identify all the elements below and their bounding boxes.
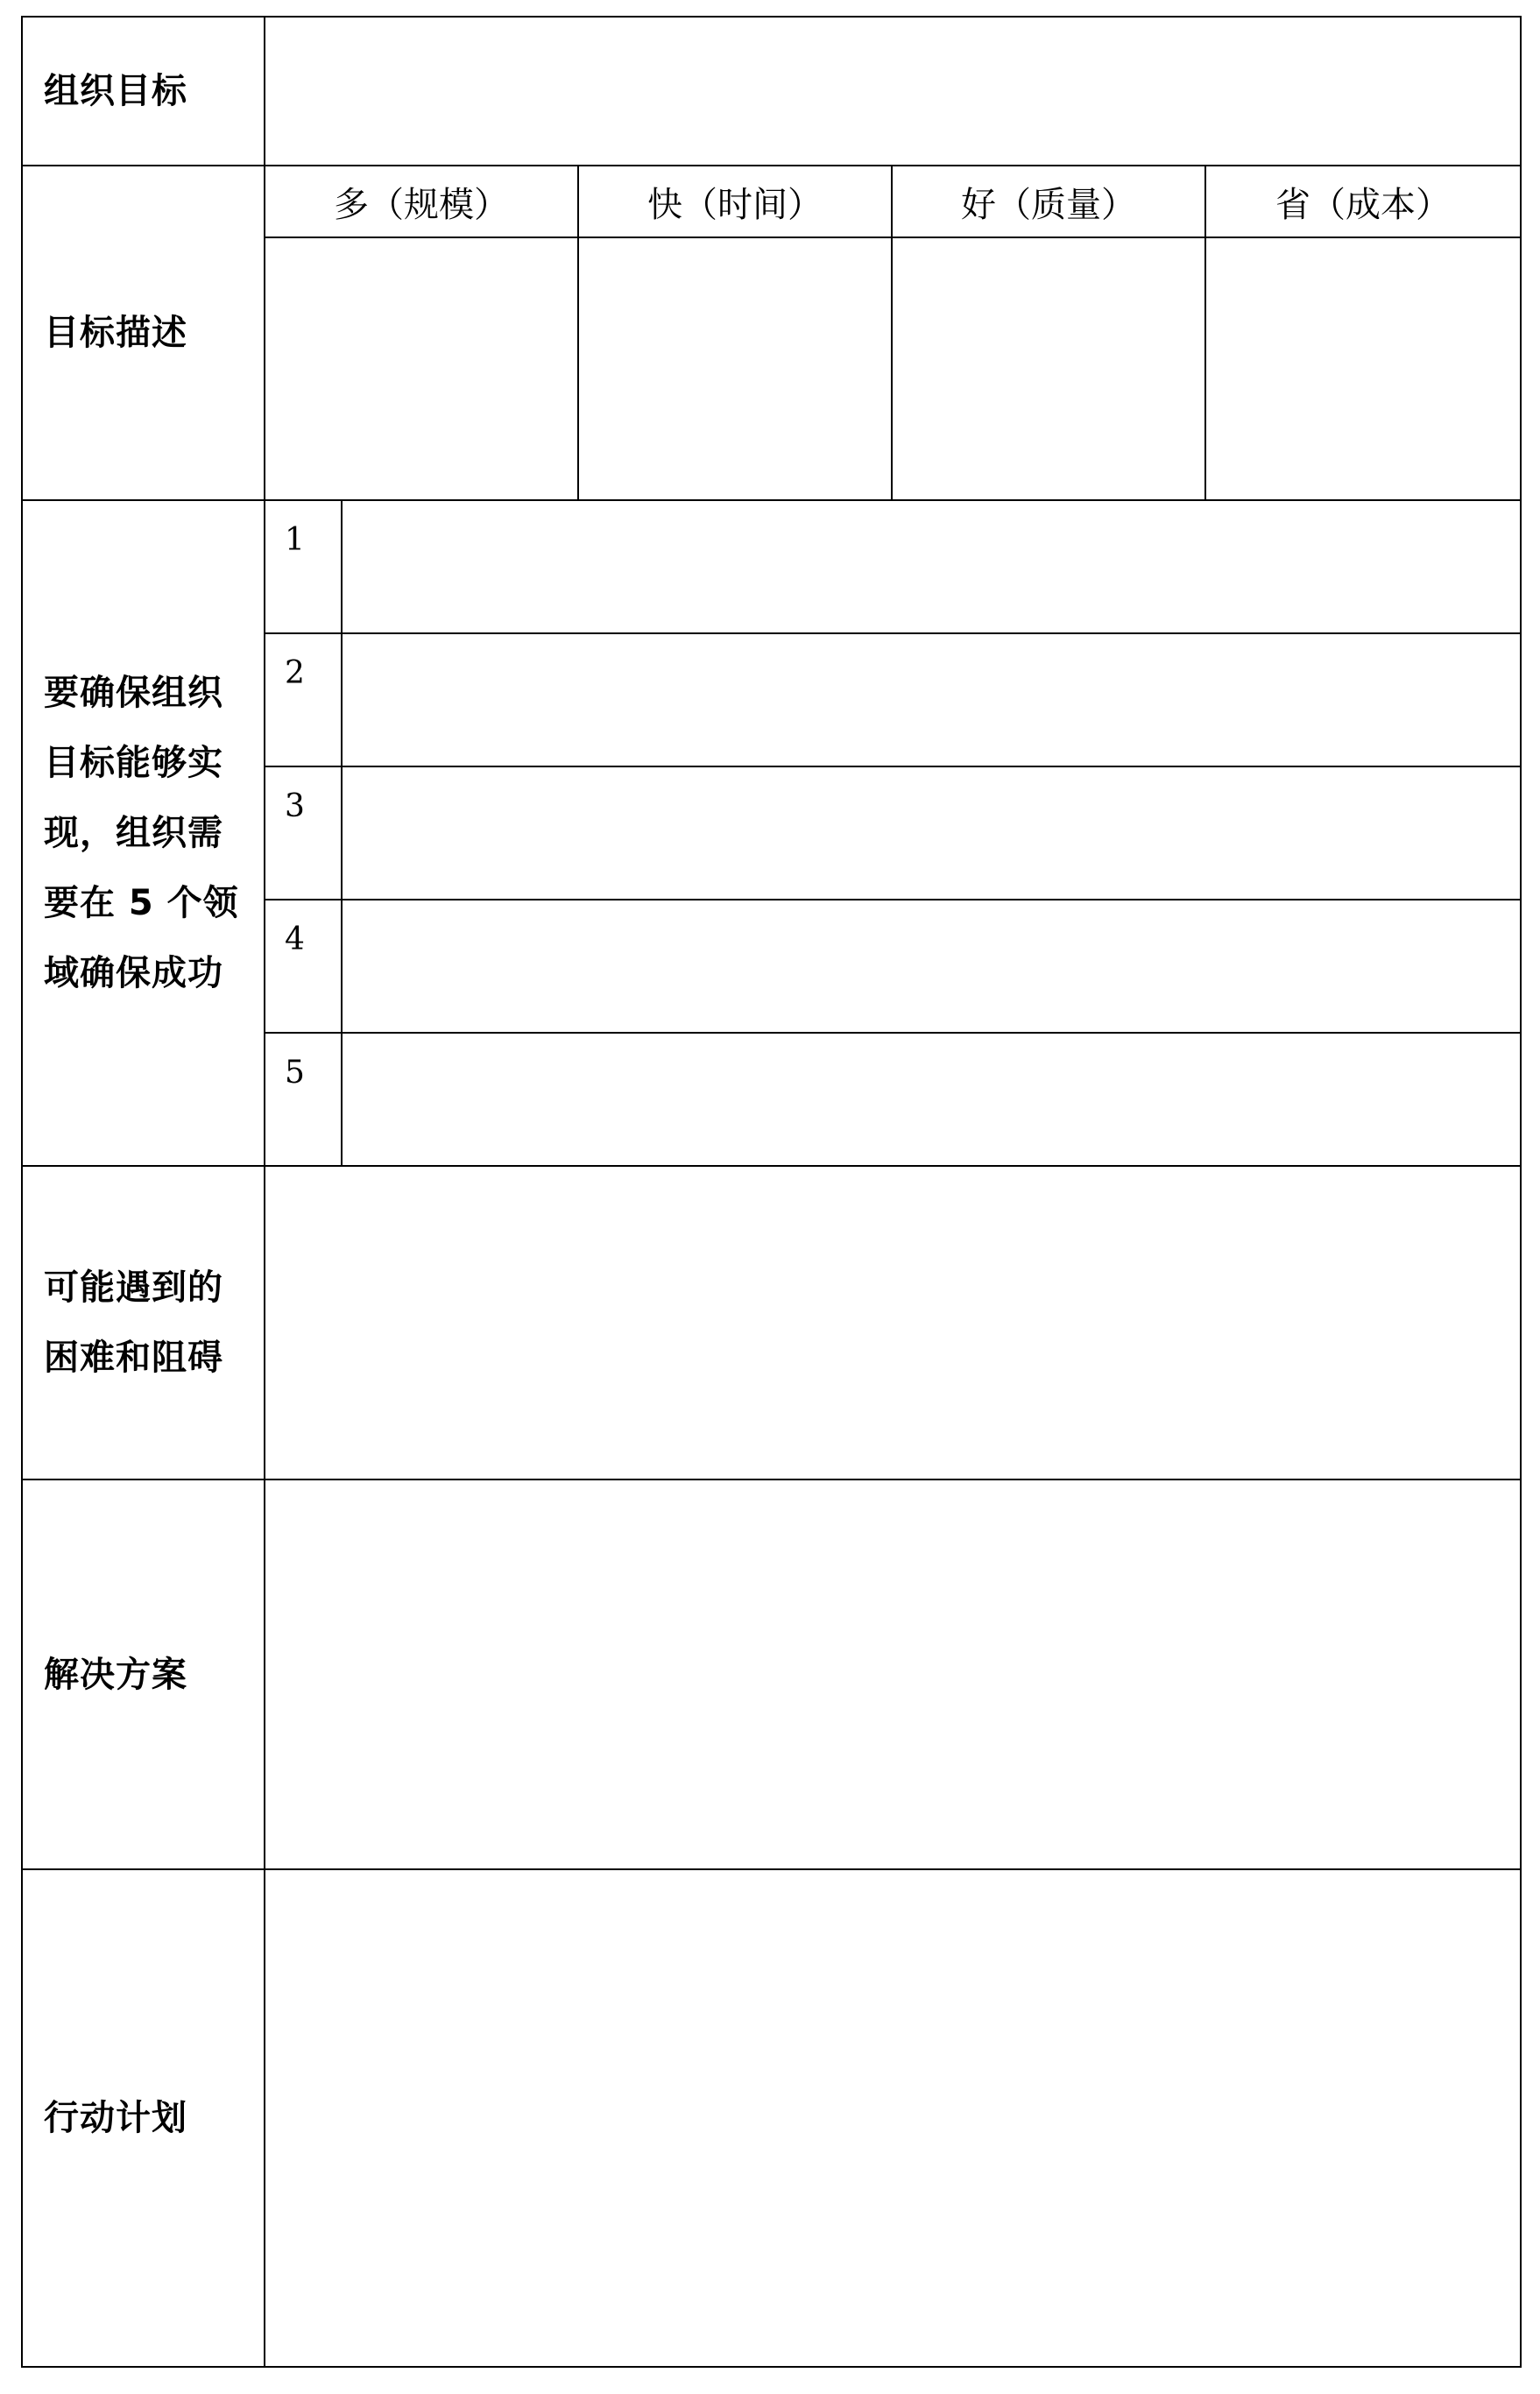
solutions-row	[22, 1479, 1521, 1869]
goal-planning-form	[21, 16, 1522, 2368]
org-goal-row	[22, 17, 1521, 166]
quality-input-cell[interactable]	[892, 237, 1205, 500]
obstacles-input-cell[interactable]	[265, 1166, 1521, 1479]
success-area-number: 1	[265, 500, 342, 633]
solutions-input-cell[interactable]	[265, 1479, 1521, 1869]
success-area-input-cell[interactable]	[342, 633, 1521, 766]
obstacles-row	[22, 1166, 1521, 1479]
success-areas-label: 要确保组织目标能够实现，组织需要在 5 个领域确保成功	[22, 500, 265, 1166]
success-area-number: 2	[265, 633, 342, 766]
header-time: 快（时间）	[578, 166, 892, 237]
cost-input-cell[interactable]	[1205, 237, 1521, 500]
action-plan-label: 行动计划	[22, 1869, 265, 2367]
page-title-area	[0, 0, 1540, 11]
goal-description-label: 目标描述	[22, 166, 265, 500]
obstacles-label: 可能遇到的困难和阻碍	[22, 1166, 265, 1479]
success-area-row	[22, 500, 1521, 633]
success-area-number: 5	[265, 1033, 342, 1166]
time-input-cell[interactable]	[578, 237, 892, 500]
header-quality: 好（质量）	[892, 166, 1205, 237]
org-goal-input-cell[interactable]	[265, 17, 1521, 166]
success-area-input-cell[interactable]	[342, 766, 1521, 900]
goal-description-header-row	[22, 166, 1521, 237]
success-area-number: 3	[265, 766, 342, 900]
success-area-input-cell[interactable]	[342, 900, 1521, 1033]
org-goal-label: 组织目标	[22, 17, 265, 166]
scale-input-cell[interactable]	[265, 237, 578, 500]
header-cost: 省（成本）	[1205, 166, 1521, 237]
success-area-input-cell[interactable]	[342, 1033, 1521, 1166]
action-plan-row	[22, 1869, 1521, 2367]
header-scale: 多（规模）	[265, 166, 578, 237]
solutions-label: 解决方案	[22, 1479, 265, 1869]
success-area-input-cell[interactable]	[342, 500, 1521, 633]
action-plan-input-cell[interactable]	[265, 1869, 1521, 2367]
success-area-number: 4	[265, 900, 342, 1033]
